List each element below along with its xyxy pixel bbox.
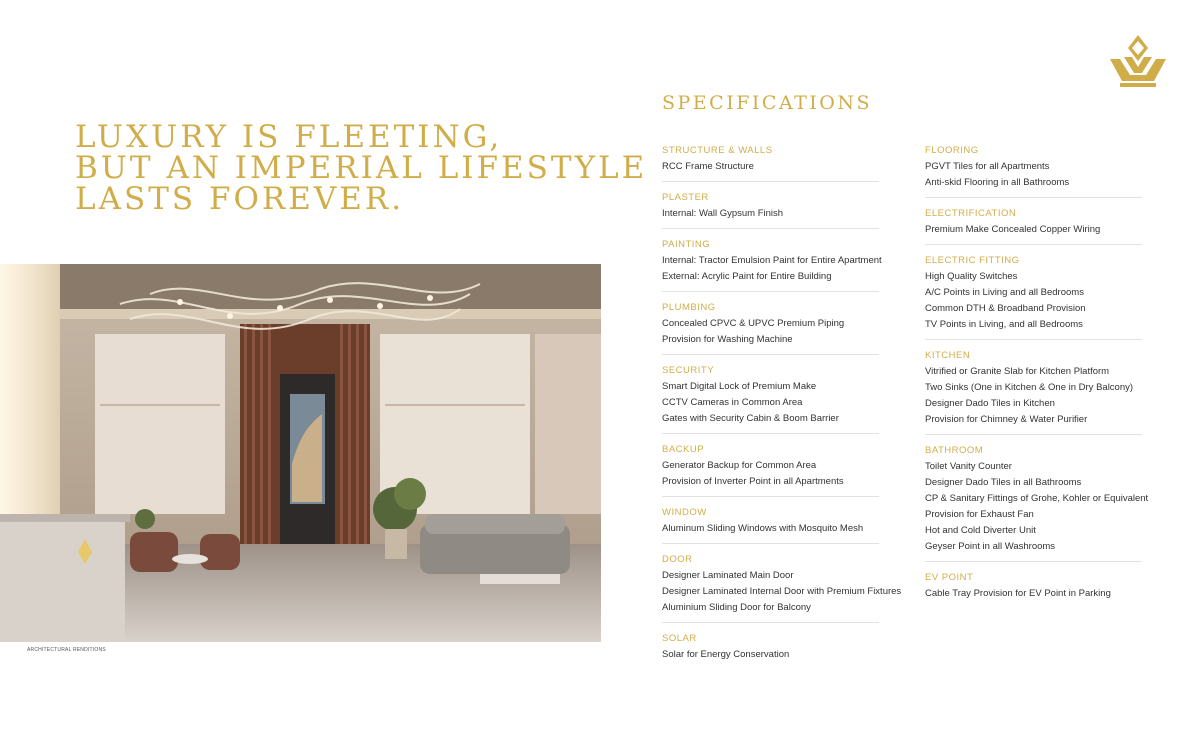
spec-item-list xyxy=(662,648,879,661)
spec-item: Provision of Inverter Point in all Apartments xyxy=(662,476,844,487)
spec-item-list xyxy=(662,160,879,173)
spec-section xyxy=(662,238,882,292)
spec-section xyxy=(662,506,879,544)
photo-caption: ARCHITECTURAL RENDITIONS xyxy=(27,647,106,653)
spec-item-list xyxy=(662,380,879,425)
spec-section xyxy=(662,301,879,355)
spec-section xyxy=(925,207,1142,245)
spec-item-list xyxy=(662,459,879,488)
spec-section-title: FLOORING xyxy=(925,145,979,156)
spec-item: Designer Dado Tiles in Kitchen xyxy=(925,398,1055,409)
specifications-right-column xyxy=(925,144,1149,617)
spec-section xyxy=(925,571,1142,608)
spec-section-title: SECURITY xyxy=(662,365,715,376)
spec-section xyxy=(925,144,1142,198)
spec-item: A/C Points in Living and all Bedrooms xyxy=(925,287,1084,298)
specifications-left-column xyxy=(662,144,902,678)
spec-item-list xyxy=(662,569,902,614)
tagline-line-1: LUXURY IS FLEETING, xyxy=(75,119,503,155)
spec-item: Internal: Tractor Emulsion Paint for Entire Apartment xyxy=(662,255,882,266)
spec-section xyxy=(925,254,1142,340)
spec-item: Aluminum Sliding Windows with Mosquito Mesh xyxy=(662,523,864,534)
spec-item: Two Sinks (One in Kitchen & One in Dry Balcony) xyxy=(925,382,1134,393)
spec-item: Provision for Chimney & Water Purifier xyxy=(925,414,1088,425)
spec-item-list xyxy=(662,254,882,283)
spec-section-title: DOOR xyxy=(662,554,693,565)
spec-section xyxy=(925,444,1149,562)
spec-item: Common DTH & Broadband Provision xyxy=(925,303,1086,314)
spec-section-title: EV POINT xyxy=(925,572,974,583)
spec-item: High Quality Switches xyxy=(925,271,1018,282)
spec-item: Geyser Point in all Washrooms xyxy=(925,541,1056,552)
spec-item-list xyxy=(662,207,879,220)
spec-item-list xyxy=(925,223,1142,236)
spec-section-title: PLUMBING xyxy=(662,302,716,313)
spec-section-title: STRUCTURE & WALLS xyxy=(662,145,773,156)
spec-item: CP & Sanitary Fittings of Grohe, Kohler or Equivalent xyxy=(925,493,1149,504)
spec-item-list xyxy=(925,160,1142,189)
tagline-line-2: BUT AN IMPERIAL LIFESTYLE xyxy=(75,150,648,186)
spec-item-list xyxy=(925,460,1149,553)
lobby-rendering-image xyxy=(0,264,601,642)
tagline-heading xyxy=(75,119,648,217)
spec-item: Gates with Security Cabin & Boom Barrier xyxy=(662,413,839,424)
spec-item: Anti-skid Flooring in all Bathrooms xyxy=(925,177,1070,188)
spec-section xyxy=(662,144,879,182)
spec-item: Generator Backup for Common Area xyxy=(662,460,817,471)
spec-section-title: WINDOW xyxy=(662,507,707,518)
spec-section xyxy=(925,349,1142,435)
spec-item-list xyxy=(925,270,1142,331)
spec-item: CCTV Cameras in Common Area xyxy=(662,397,803,408)
spec-item: External: Acrylic Paint for Entire Building xyxy=(662,271,832,282)
spec-section-title: KITCHEN xyxy=(925,350,971,361)
spec-item: Hot and Cold Diverter Unit xyxy=(925,525,1036,536)
spec-item: Vitrified or Granite Slab for Kitchen Platform xyxy=(925,366,1110,377)
spec-item: RCC Frame Structure xyxy=(662,161,754,172)
spec-item: Premium Make Concealed Copper Wiring xyxy=(925,224,1101,235)
spec-section-title: ELECTRIC FITTING xyxy=(925,255,1020,266)
spec-section xyxy=(662,632,879,669)
spec-section-title: BATHROOM xyxy=(925,445,984,456)
spec-item: TV Points in Living, and all Bedrooms xyxy=(925,319,1083,330)
spec-item-list xyxy=(662,522,879,535)
spec-item: Provision for Exhaust Fan xyxy=(925,509,1034,520)
spec-item-list xyxy=(925,365,1142,426)
spec-section xyxy=(662,553,902,623)
spec-item: Designer Laminated Main Door xyxy=(662,570,794,581)
spec-section xyxy=(662,364,879,434)
spec-item: Internal: Wall Gypsum Finish xyxy=(662,208,784,219)
spec-item: PGVT Tiles for all Apartments xyxy=(925,161,1050,172)
spec-item-list xyxy=(662,317,879,346)
specifications-title: SPECIFICATIONS xyxy=(662,92,873,114)
spec-item: Aluminium Sliding Door for Balcony xyxy=(662,602,811,613)
spec-item: Designer Laminated Internal Door with Premium Fixtures xyxy=(662,586,902,597)
spec-section-title: BACKUP xyxy=(662,444,705,455)
tagline-line-3: LASTS FOREVER. xyxy=(75,181,405,217)
spec-section xyxy=(662,191,879,229)
spec-section-title: PAINTING xyxy=(662,239,711,250)
spec-section-title: PLASTER xyxy=(662,192,709,203)
crown-logo-icon xyxy=(1108,33,1168,88)
spec-item: Smart Digital Lock of Premium Make xyxy=(662,381,817,392)
spec-item: Designer Dado Tiles in all Bathrooms xyxy=(925,477,1082,488)
spec-item: Provision for Washing Machine xyxy=(662,334,793,345)
spec-section-title: SOLAR xyxy=(662,633,697,644)
spec-item: Toilet Vanity Counter xyxy=(925,461,1012,472)
spec-section xyxy=(662,443,879,497)
spec-item-list xyxy=(925,587,1142,600)
spec-item: Solar for Energy Conservation xyxy=(662,649,790,660)
spec-section-title: ELECTRIFICATION xyxy=(925,208,1017,219)
spec-item: Concealed CPVC & UPVC Premium Piping xyxy=(662,318,845,329)
spec-item: Cable Tray Provision for EV Point in Parking xyxy=(925,588,1111,599)
